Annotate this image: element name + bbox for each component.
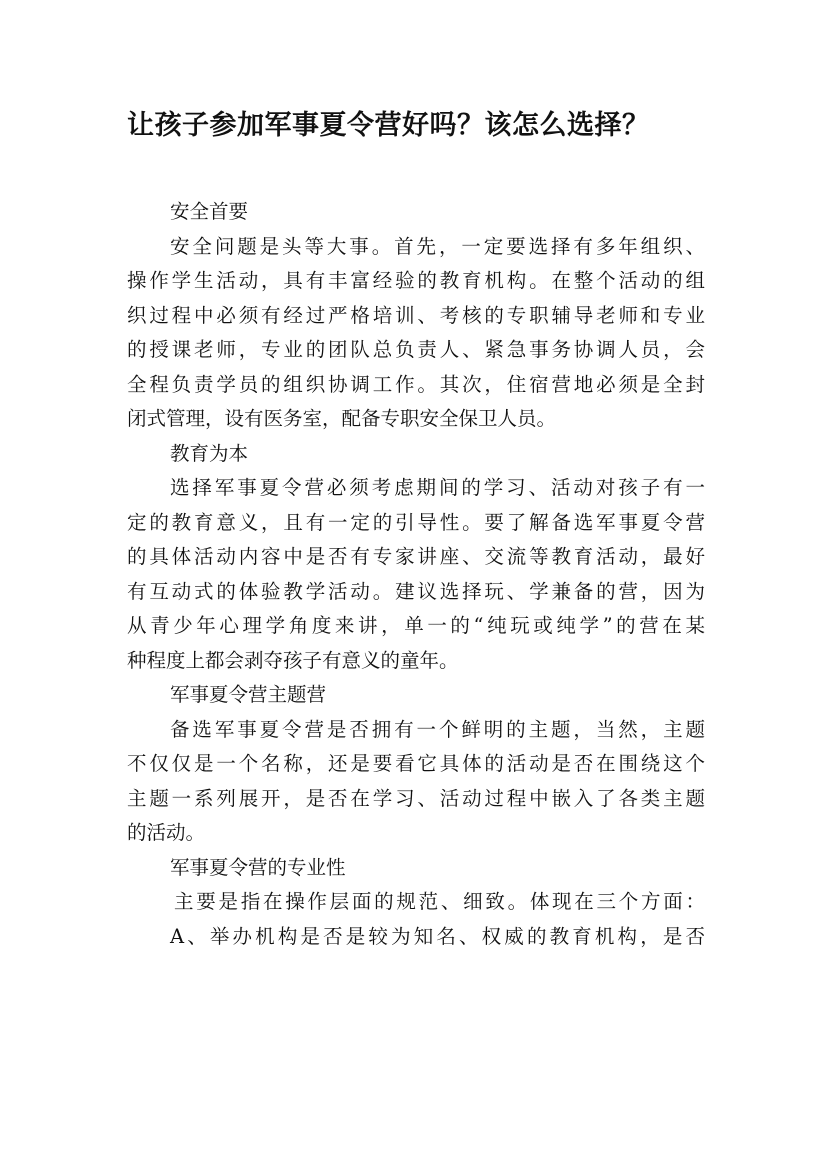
paragraph-line: 全程负责学员的组织协调工作。其次，住宿营地必须是全封 <box>127 372 705 396</box>
paragraph-line: 的授课老师，专业的团队总负责人、紧急事务协调人员，会 <box>127 338 705 361</box>
section-heading-theme: 军事夏令营主题营 <box>170 683 327 706</box>
paragraph-line: 种程度上都会剥夺孩子有意义的童年。 <box>127 648 459 672</box>
paragraph-line: 的具体活动内容中是否有专家讲座、交流等教育活动，最好 <box>127 545 705 568</box>
paragraph-line: 主题一系列展开，是否在学习、活动过程中嵌入了各类主题 <box>127 786 705 810</box>
paragraph-line: 备选军事夏令营是否拥有一个鲜明的主题，当然，主题 <box>170 717 705 741</box>
paragraph-line: A、举办机构是否是较为知名、权威的教育机构，是否 <box>170 924 705 948</box>
paragraph-line: 安全问题是头等大事。首先，一定要选择有多年组织、 <box>170 234 705 258</box>
section-heading-professionalism: 军事夏令营的专业性 <box>170 855 346 879</box>
paragraph-line: 不仅仅是一个名称，还是要看它具体的活动是否在围绕这个 <box>127 752 705 775</box>
paragraph-line: 的活动。 <box>127 821 206 844</box>
paragraph-line: 有互动式的体验教学活动。建议选择玩、学兼备的营，因为 <box>127 579 705 603</box>
paragraph-line: 选择军事夏令营必须考虑期间的学习、活动对孩子有一 <box>170 476 705 499</box>
paragraph-line: 从青少年心理学角度来讲，单一的“纯玩或纯学”的营在某 <box>127 614 705 637</box>
section-heading-safety: 安全首要 <box>170 200 249 223</box>
section-heading-education: 教育为本 <box>170 441 249 465</box>
paragraph-line: 操作学生活动，具有丰富经验的教育机构。在整个活动的组 <box>127 269 705 292</box>
paragraph-line: 定的教育意义，且有一定的引导性。要了解备选军事夏令营 <box>127 510 705 534</box>
paragraph-line: 织过程中必须有经过严格培训、考核的专职辅导老师和专业 <box>127 303 705 327</box>
document-title: 让孩子参加军事夏令营好吗？该怎么选择？ <box>127 110 650 141</box>
document-body <box>127 195 705 954</box>
paragraph-line: 主要是指在操作层面的规范、细致。体现在三个方面： <box>174 890 705 913</box>
paragraph-line: 闭式管理，设有医务室，配备专职安全保卫人员。 <box>127 407 557 430</box>
